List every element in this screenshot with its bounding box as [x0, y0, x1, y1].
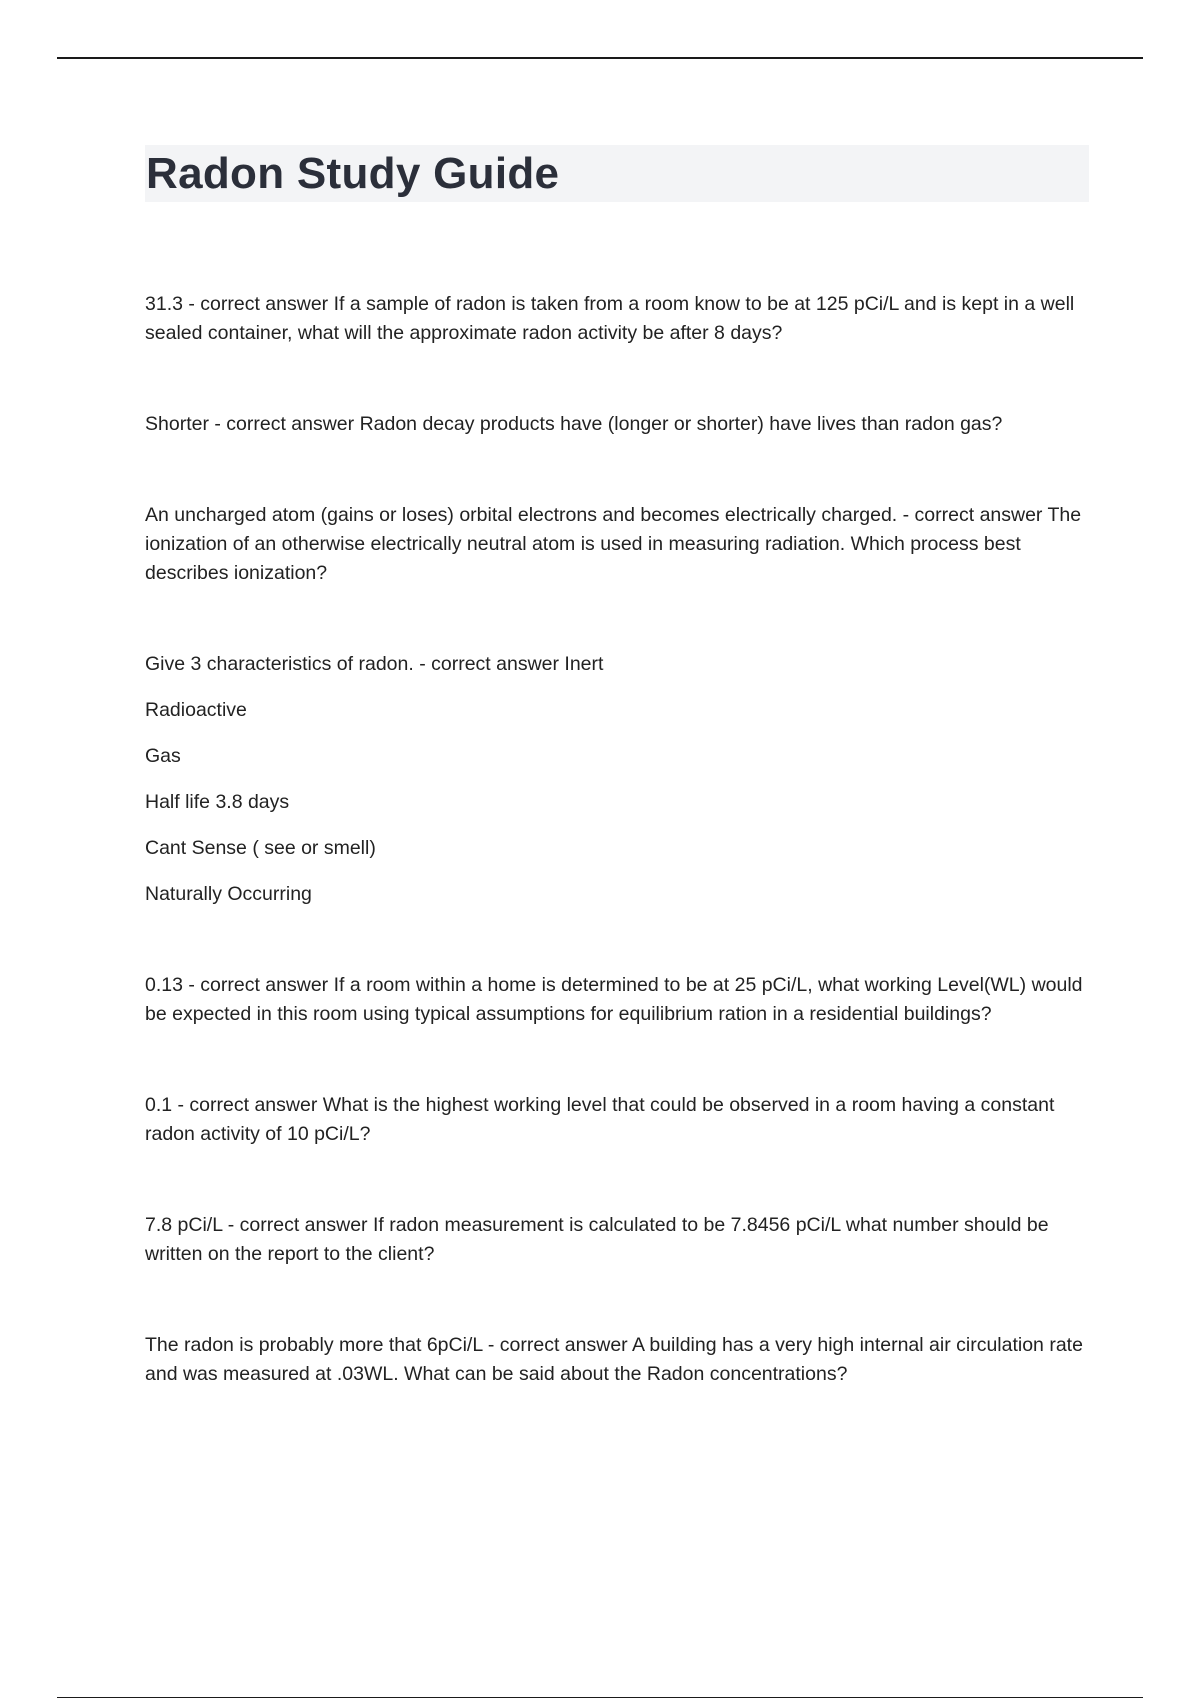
qa-line: Cant Sense ( see or smell)	[145, 837, 376, 859]
qa-entry	[145, 410, 1090, 439]
qa-line: Naturally Occurring	[145, 883, 312, 905]
qa-text: 0.13 - correct answer If a room within a home is determined to be at 25 pCi/L, what working Level(WL) would be expected in this room using typical assumptions for equilibrium ration in a residential buildings?	[145, 974, 1083, 1025]
qa-entry-list	[145, 650, 1090, 909]
qa-entry	[145, 290, 1090, 348]
qa-text: 7.8 pCi/L - correct answer If radon measurement is calculated to be 7.8456 pCi/L what number should be written on the report to the client?	[145, 1214, 1049, 1265]
qa-text: 31.3 - correct answer If a sample of radon is taken from a room know to be at 125 pCi/L and is kept in a well sealed container, what will the approximate radon activity be after 8 days?	[145, 293, 1075, 344]
qa-line: Gas	[145, 745, 181, 767]
qa-entry	[145, 1211, 1090, 1269]
qa-line: Give 3 characteristics of radon. - correct answer Inert	[145, 653, 604, 675]
document-body	[145, 290, 1090, 1451]
qa-line: Radioactive	[145, 699, 247, 721]
page-title: Radon Study Guide	[146, 149, 560, 198]
bottom-rule	[57, 1697, 1143, 1698]
top-rule	[57, 57, 1143, 59]
qa-text: 0.1 - correct answer What is the highest working level that could be observed in a room having a constant radon activity of 10 pCi/L?	[145, 1094, 1055, 1145]
qa-line: Half life 3.8 days	[145, 791, 290, 813]
qa-entry	[145, 971, 1090, 1029]
qa-entry	[145, 1091, 1090, 1149]
qa-text: An uncharged atom (gains or loses) orbital electrons and becomes electrically charged. - correct answer The ionization of an otherwise electrically neutral atom is used in measuring radiation. Which process best describes ionization?	[145, 504, 1082, 584]
qa-text: The radon is probably more that 6pCi/L - correct answer A building has a very high internal air circulation rate and was measured at .03WL. What can be said about the Radon concentrations?	[145, 1334, 1083, 1385]
qa-text: Shorter - correct answer Radon decay products have (longer or shorter) have lives than radon gas?	[145, 413, 1003, 435]
qa-entry	[145, 1331, 1090, 1389]
qa-entry	[145, 501, 1090, 588]
